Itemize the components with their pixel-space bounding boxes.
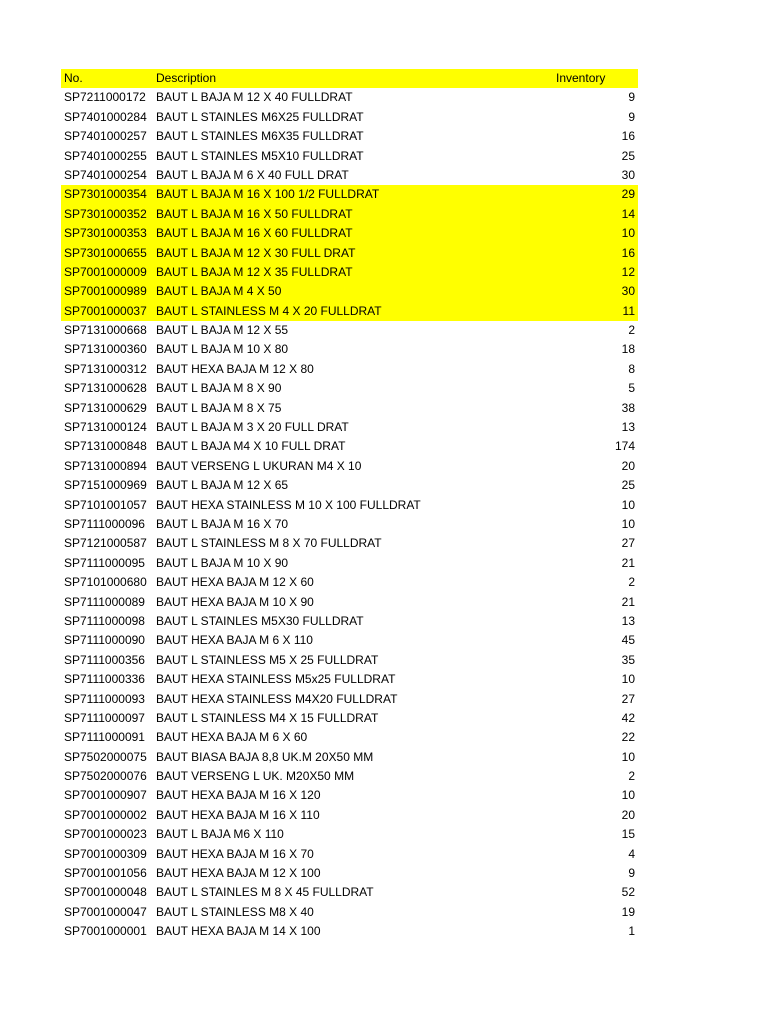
cell-inventory: 10 <box>621 788 635 803</box>
cell-no: SP7502000075 <box>64 749 147 764</box>
cell-description: BAUT L STAINLES M 8 X 45 FULLDRAT <box>156 885 374 900</box>
cell-no: SP7111000096 <box>64 516 145 531</box>
table-row <box>61 244 638 263</box>
table-row <box>61 786 638 805</box>
cell-description: BAUT L BAJA M 12 X 30 FULL DRAT <box>156 245 356 260</box>
cell-inventory: 30 <box>621 167 635 182</box>
cell-no: SP7001000001 <box>64 924 147 939</box>
cell-inventory: 2 <box>628 575 635 590</box>
cell-inventory: 21 <box>621 594 635 609</box>
table-row <box>61 573 638 592</box>
cell-inventory: 27 <box>621 691 635 706</box>
table-row <box>61 340 638 359</box>
table-row <box>61 515 638 534</box>
cell-no: SP7131000894 <box>64 458 147 473</box>
cell-no: SP7111000090 <box>64 633 145 648</box>
cell-description: BAUT BIASA BAJA 8,8 UK.M 20X50 MM <box>156 749 374 764</box>
cell-no: SP7111000097 <box>64 710 145 725</box>
cell-description: BAUT HEXA BAJA M 12 X 60 <box>156 575 314 590</box>
cell-no: SP7101001057 <box>64 497 147 512</box>
cell-inventory: 10 <box>621 226 635 241</box>
cell-inventory: 2 <box>628 323 635 338</box>
cell-inventory: 14 <box>621 206 635 221</box>
cell-inventory: 12 <box>621 264 635 279</box>
cell-no: SP7111000356 <box>64 652 145 667</box>
cell-description: BAUT L STAINLES M6X35 FULLDRAT <box>156 129 364 144</box>
table-row <box>61 728 638 747</box>
cell-no: SP7001000023 <box>64 827 147 842</box>
cell-no: SP7301000353 <box>64 226 147 241</box>
cell-no: SP7001001056 <box>64 866 147 881</box>
cell-description: BAUT L BAJA M4 X 10 FULL DRAT <box>156 439 346 454</box>
cell-inventory: 4 <box>628 846 635 861</box>
cell-inventory: 21 <box>621 555 635 570</box>
cell-inventory: 20 <box>621 807 635 822</box>
cell-description: BAUT L STAINLESS M 8 X 70 FULLDRAT <box>156 536 382 551</box>
cell-description: BAUT L STAINLES M5X30 FULLDRAT <box>156 613 364 628</box>
table-row <box>61 166 638 185</box>
cell-no: SP7211000172 <box>64 90 146 105</box>
cell-inventory: 35 <box>621 652 635 667</box>
table-row <box>61 845 638 864</box>
cell-description: BAUT L BAJA M 8 X 90 <box>156 381 282 396</box>
cell-inventory: 10 <box>621 749 635 764</box>
table-row <box>61 864 638 883</box>
table-row <box>61 690 638 709</box>
cell-no: SP7131000628 <box>64 381 147 396</box>
cell-no: SP7131000124 <box>64 420 147 435</box>
table-row <box>61 631 638 650</box>
table-row <box>61 593 638 612</box>
cell-description: BAUT L BAJA M 4 X 50 <box>156 284 282 299</box>
cell-description: BAUT HEXA BAJA M 14 X 100 <box>156 924 321 939</box>
cell-inventory: 9 <box>628 90 635 105</box>
cell-no: SP7001000309 <box>64 846 147 861</box>
table-row <box>61 437 638 456</box>
cell-inventory: 52 <box>621 885 635 900</box>
cell-inventory: 22 <box>621 730 635 745</box>
cell-no: SP7111000089 <box>64 594 145 609</box>
table-row <box>61 185 638 204</box>
cell-inventory: 29 <box>621 187 635 202</box>
header-description: Description <box>156 71 217 85</box>
table-header-row <box>61 69 638 88</box>
cell-inventory: 8 <box>628 361 635 376</box>
cell-inventory: 30 <box>621 284 635 299</box>
table-row <box>61 806 638 825</box>
cell-description: BAUT HEXA STAINLESS M 10 X 100 FULLDRAT <box>156 497 421 512</box>
cell-description: BAUT HEXA BAJA M 12 X 80 <box>156 361 314 376</box>
table-row <box>61 476 638 495</box>
cell-inventory: 42 <box>621 710 635 725</box>
cell-inventory: 15 <box>621 827 635 842</box>
cell-description: BAUT L BAJA M 12 X 35 FULLDRAT <box>156 264 353 279</box>
table-row <box>61 127 638 146</box>
cell-inventory: 18 <box>621 342 635 357</box>
cell-description: BAUT HEXA BAJA M 6 X 60 <box>156 730 308 745</box>
cell-no: SP7001000009 <box>64 264 147 279</box>
cell-no: SP7301000354 <box>64 187 147 202</box>
cell-description: BAUT L BAJA M6 X 110 <box>156 827 284 842</box>
cell-description: BAUT L BAJA M 16 X 50 FULLDRAT <box>156 206 353 221</box>
cell-inventory: 27 <box>621 536 635 551</box>
header-inventory: Inventory <box>556 71 606 85</box>
table-row <box>61 205 638 224</box>
cell-no: SP7401000257 <box>64 129 147 144</box>
cell-no: SP7001000002 <box>64 807 147 822</box>
cell-no: SP7121000587 <box>64 536 147 551</box>
cell-description: BAUT VERSENG L UKURAN M4 X 10 <box>156 458 362 473</box>
cell-inventory: 10 <box>621 516 635 531</box>
cell-description: BAUT HEXA STAINLESS M5x25 FULLDRAT <box>156 672 396 687</box>
table-row <box>61 399 638 418</box>
cell-description: BAUT L BAJA M 6 X 40 FULL DRAT <box>156 167 349 182</box>
cell-inventory: 20 <box>621 458 635 473</box>
inventory-table <box>61 69 638 942</box>
cell-no: SP7111000091 <box>64 730 145 745</box>
cell-description: BAUT L BAJA M 10 X 80 <box>156 342 289 357</box>
cell-no: SP7111000336 <box>64 672 145 687</box>
table-row <box>61 457 638 476</box>
table-body <box>61 88 638 941</box>
cell-description: BAUT HEXA BAJA M 10 X 90 <box>156 594 314 609</box>
cell-inventory: 19 <box>621 904 635 919</box>
table-row <box>61 748 638 767</box>
cell-description: BAUT L BAJA M 12 X 65 <box>156 478 289 493</box>
cell-no: SP7111000095 <box>64 555 145 570</box>
cell-no: SP7151000969 <box>64 478 147 493</box>
cell-description: BAUT HEXA BAJA M 12 X 100 <box>156 866 321 881</box>
cell-inventory: 13 <box>621 613 635 628</box>
cell-inventory: 1 <box>628 924 635 939</box>
cell-description: BAUT HEXA BAJA M 16 X 110 <box>156 807 320 822</box>
table-row <box>61 554 638 573</box>
cell-description: BAUT HEXA BAJA M 6 X 110 <box>156 633 313 648</box>
table-row <box>61 88 638 107</box>
cell-inventory: 174 <box>614 439 635 454</box>
table-row <box>61 302 638 321</box>
cell-inventory: 45 <box>621 633 635 648</box>
cell-inventory: 11 <box>622 303 635 318</box>
table-row <box>61 825 638 844</box>
table-row <box>61 379 638 398</box>
table-row <box>61 883 638 902</box>
table-row <box>61 709 638 728</box>
cell-description: BAUT L STAINLES M5X10 FULLDRAT <box>156 148 364 163</box>
header-no: No. <box>64 71 83 85</box>
cell-no: SP7111000098 <box>64 613 145 628</box>
cell-description: BAUT L STAINLESS M8 X 40 <box>156 904 314 919</box>
table-row <box>61 651 638 670</box>
table-row <box>61 360 638 379</box>
cell-no: SP7401000254 <box>64 167 147 182</box>
cell-no: SP7131000629 <box>64 400 147 415</box>
cell-inventory: 9 <box>628 866 635 881</box>
cell-description: BAUT L BAJA M 16 X 100 1/2 FULLDRAT <box>156 187 380 202</box>
cell-inventory: 25 <box>621 148 635 163</box>
table-row <box>61 670 638 689</box>
cell-description: BAUT L BAJA M 12 X 55 <box>156 323 289 338</box>
cell-inventory: 16 <box>621 245 635 260</box>
table-row <box>61 282 638 301</box>
cell-description: BAUT L STAINLESS M4 X 15 FULLDRAT <box>156 710 379 725</box>
cell-description: BAUT L STAINLESS M 4 X 20 FULLDRAT <box>156 303 382 318</box>
table-row <box>61 418 638 437</box>
cell-description: BAUT L STAINLESS M5 X 25 FULLDRAT <box>156 652 379 667</box>
cell-no: SP7001000907 <box>64 788 147 803</box>
cell-no: SP7301000352 <box>64 206 147 221</box>
cell-no: SP7301000655 <box>64 245 147 260</box>
cell-no: SP7001000989 <box>64 284 147 299</box>
table-row <box>61 534 638 553</box>
cell-description: BAUT L BAJA M 10 X 90 <box>156 555 289 570</box>
cell-no: SP7131000312 <box>64 361 147 376</box>
cell-description: BAUT HEXA BAJA M 16 X 120 <box>156 788 321 803</box>
table-row <box>61 767 638 786</box>
cell-inventory: 10 <box>621 497 635 512</box>
cell-inventory: 10 <box>621 672 635 687</box>
cell-inventory: 38 <box>621 400 635 415</box>
cell-no: SP7131000848 <box>64 439 147 454</box>
cell-description: BAUT L STAINLES M6X25 FULLDRAT <box>156 109 364 124</box>
cell-description: BAUT L BAJA M 12 X 40 FULLDRAT <box>156 90 353 105</box>
cell-inventory: 25 <box>621 478 635 493</box>
table-row <box>61 224 638 243</box>
cell-description: BAUT VERSENG L UK. M20X50 MM <box>156 769 355 784</box>
cell-no: SP7131000360 <box>64 342 147 357</box>
cell-description: BAUT L BAJA M 16 X 70 <box>156 516 289 531</box>
cell-no: SP7001000047 <box>64 904 147 919</box>
table-row <box>61 903 638 922</box>
cell-description: BAUT L BAJA M 3 X 20 FULL DRAT <box>156 420 349 435</box>
cell-inventory: 9 <box>628 109 635 124</box>
cell-inventory: 5 <box>628 381 635 396</box>
cell-no: SP7101000680 <box>64 575 147 590</box>
cell-no: SP7131000668 <box>64 323 147 338</box>
table-row <box>61 147 638 166</box>
cell-no: SP7001000037 <box>64 303 147 318</box>
table-row <box>61 321 638 340</box>
cell-inventory: 2 <box>628 769 635 784</box>
cell-no: SP7502000076 <box>64 769 147 784</box>
cell-no: SP7111000093 <box>64 691 145 706</box>
cell-inventory: 13 <box>621 420 635 435</box>
cell-description: BAUT L BAJA M 8 X 75 <box>156 400 282 415</box>
cell-description: BAUT HEXA BAJA M 16 X 70 <box>156 846 314 861</box>
table-row <box>61 263 638 282</box>
cell-no: SP7001000048 <box>64 885 147 900</box>
cell-description: BAUT L BAJA M 16 X 60 FULLDRAT <box>156 226 353 241</box>
table-row <box>61 922 638 941</box>
cell-description: BAUT HEXA STAINLESS M4X20 FULLDRAT <box>156 691 398 706</box>
cell-inventory: 16 <box>621 129 635 144</box>
cell-no: SP7401000255 <box>64 148 147 163</box>
table-row <box>61 108 638 127</box>
table-row <box>61 612 638 631</box>
cell-no: SP7401000284 <box>64 109 147 124</box>
table-row <box>61 496 638 515</box>
